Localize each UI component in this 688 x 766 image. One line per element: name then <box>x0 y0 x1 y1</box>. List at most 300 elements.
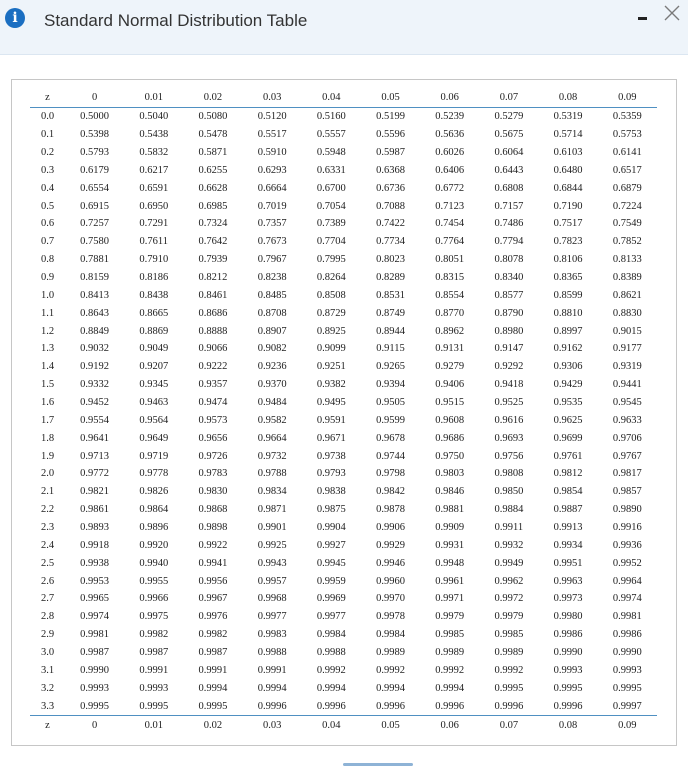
probability-cell: 0.9864 <box>139 504 169 516</box>
probability-cell: 0.9990 <box>80 664 110 676</box>
probability-cell: 0.9920 <box>139 539 169 551</box>
probability-cell: 0.9783 <box>198 468 228 480</box>
probability-cell: 0.9982 <box>139 629 169 641</box>
probability-cell: 0.5359 <box>612 111 642 123</box>
z-value-cell: 2.0 <box>40 468 55 480</box>
probability-cell: 0.9803 <box>435 468 465 480</box>
table-row <box>30 536 657 554</box>
probability-cell: 0.9222 <box>198 361 228 373</box>
probability-cell: 0.6950 <box>139 200 169 212</box>
probability-cell: 0.8708 <box>257 307 287 319</box>
probability-cell: 0.9177 <box>612 343 642 355</box>
probability-cell: 0.9995 <box>612 682 642 694</box>
column-header: 0.02 <box>183 716 242 734</box>
probability-cell: 0.6985 <box>198 200 228 212</box>
probability-cell: 0.9991 <box>198 664 228 676</box>
probability-cell: 0.9573 <box>198 414 228 426</box>
probability-cell: 0.7823 <box>553 236 583 248</box>
probability-cell: 0.9608 <box>435 414 465 426</box>
probability-cell: 0.9854 <box>553 486 583 498</box>
probability-cell: 0.8810 <box>553 307 583 319</box>
probability-cell: 0.9591 <box>316 414 346 426</box>
z-value-cell: 2.3 <box>40 522 55 534</box>
z-value-cell: 3.0 <box>40 647 55 659</box>
probability-cell: 0.9649 <box>139 432 169 444</box>
probability-cell: 0.6591 <box>139 182 169 194</box>
table-row <box>30 376 657 394</box>
probability-cell: 0.9633 <box>612 414 642 426</box>
probability-cell: 0.9719 <box>139 450 169 462</box>
probability-cell: 0.9798 <box>376 468 405 480</box>
table-row <box>30 608 657 626</box>
probability-cell: 0.7642 <box>198 236 228 248</box>
z-value-cell: 2.5 <box>40 557 55 569</box>
probability-cell: 0.9732 <box>257 450 287 462</box>
probability-cell: 0.9913 <box>553 522 583 534</box>
probability-cell: 0.9992 <box>376 664 405 676</box>
probability-cell: 0.9554 <box>80 414 110 426</box>
probability-cell: 0.9066 <box>198 343 228 355</box>
column-header: 0.03 <box>243 89 302 107</box>
probability-cell: 0.8340 <box>494 272 524 284</box>
probability-cell: 0.9968 <box>257 593 287 605</box>
probability-cell: 0.9945 <box>316 557 346 569</box>
z-table <box>30 89 657 734</box>
table-row <box>30 697 657 715</box>
probability-cell: 0.7291 <box>139 218 169 230</box>
table-row <box>30 269 657 287</box>
probability-cell: 0.9941 <box>198 557 228 569</box>
probability-cell: 0.8980 <box>494 325 524 337</box>
probability-cell: 0.7549 <box>612 218 642 230</box>
probability-cell: 0.9925 <box>257 539 287 551</box>
probability-cell: 0.9990 <box>612 647 642 659</box>
probability-cell: 0.9992 <box>494 664 524 676</box>
probability-cell: 0.9962 <box>494 575 524 587</box>
probability-cell: 0.9957 <box>257 575 287 587</box>
column-header: z <box>30 716 65 734</box>
column-header: 0.07 <box>479 89 538 107</box>
probability-cell: 0.9996 <box>376 700 405 712</box>
probability-cell: 0.9082 <box>257 343 287 355</box>
probability-cell: 0.9292 <box>494 361 524 373</box>
probability-cell: 0.6141 <box>612 147 642 158</box>
probability-cell: 0.9970 <box>376 593 405 605</box>
probability-cell: 0.8023 <box>376 254 405 266</box>
probability-cell: 0.8907 <box>257 325 287 337</box>
probability-cell: 0.9345 <box>139 379 169 391</box>
probability-cell: 0.7704 <box>316 236 346 248</box>
probability-cell: 0.5793 <box>80 147 110 158</box>
probability-cell: 0.9808 <box>494 468 524 480</box>
probability-cell: 0.9015 <box>612 325 642 337</box>
probability-cell: 0.9706 <box>612 432 642 444</box>
dialog-title: Standard Normal Distribution Table <box>44 11 308 30</box>
probability-cell: 0.6331 <box>316 164 346 176</box>
probability-cell: 0.9726 <box>198 450 228 462</box>
table-row <box>30 179 657 197</box>
probability-cell: 0.9976 <box>198 611 228 623</box>
probability-cell: 0.9997 <box>612 700 642 712</box>
probability-cell: 0.9916 <box>612 522 642 534</box>
probability-cell: 0.5398 <box>80 129 110 141</box>
probability-cell: 0.5160 <box>316 111 346 123</box>
probability-cell: 0.9985 <box>494 629 524 641</box>
column-header: 0.09 <box>598 89 657 107</box>
probability-cell: 0.9846 <box>435 486 465 498</box>
probability-cell: 0.9989 <box>494 647 524 659</box>
table-row <box>30 572 657 590</box>
probability-cell: 0.9767 <box>612 450 642 462</box>
probability-cell: 0.8531 <box>376 289 405 301</box>
probability-cell: 0.9951 <box>553 557 583 569</box>
probability-cell: 0.9901 <box>257 522 287 534</box>
probability-cell: 0.8389 <box>612 272 642 284</box>
probability-cell: 0.9927 <box>316 539 346 551</box>
probability-cell: 0.9940 <box>139 557 169 569</box>
probability-cell: 0.9162 <box>553 343 583 355</box>
probability-cell: 0.8508 <box>316 289 346 301</box>
z-value-cell: 0.3 <box>40 164 55 176</box>
probability-cell: 0.9983 <box>257 629 287 641</box>
probability-cell: 0.9875 <box>316 504 346 516</box>
probability-cell: 0.9236 <box>257 361 287 373</box>
z-value-cell: 2.7 <box>40 593 55 605</box>
column-header: 0.09 <box>598 716 657 734</box>
probability-cell: 0.9484 <box>257 397 287 409</box>
probability-cell: 0.9893 <box>80 522 110 534</box>
probability-cell: 0.6480 <box>553 164 583 176</box>
probability-cell: 0.9909 <box>435 522 465 534</box>
probability-cell: 0.9955 <box>139 575 169 587</box>
probability-cell: 0.9896 <box>139 522 169 534</box>
probability-cell: 0.9357 <box>198 379 228 391</box>
probability-cell: 0.9911 <box>494 522 524 534</box>
probability-cell: 0.7580 <box>80 236 110 248</box>
z-value-cell: 2.1 <box>40 486 55 498</box>
probability-cell: 0.9929 <box>376 539 405 551</box>
probability-cell: 0.7422 <box>376 218 405 230</box>
probability-cell: 0.9995 <box>198 700 228 712</box>
probability-cell: 0.9812 <box>553 468 583 480</box>
column-header: 0.06 <box>420 716 479 734</box>
probability-cell: 0.9906 <box>376 522 405 534</box>
column-header: 0.05 <box>361 716 420 734</box>
probability-cell: 0.9995 <box>553 682 583 694</box>
probability-cell: 0.9616 <box>494 414 524 426</box>
probability-cell: 0.8106 <box>553 254 583 266</box>
probability-cell: 0.9838 <box>316 486 346 498</box>
probability-cell: 0.9987 <box>80 647 110 659</box>
probability-cell: 0.9918 <box>80 539 110 551</box>
z-value-cell: 1.2 <box>40 325 55 337</box>
probability-cell: 0.9993 <box>80 682 110 694</box>
probability-cell: 0.5199 <box>376 111 405 123</box>
probability-cell: 0.8315 <box>435 272 465 284</box>
probability-cell: 0.9964 <box>612 575 642 587</box>
probability-cell: 0.5832 <box>139 147 169 158</box>
probability-cell: 0.9985 <box>435 629 465 641</box>
probability-cell: 0.8554 <box>435 289 465 301</box>
probability-cell: 0.9147 <box>494 343 524 355</box>
probability-cell: 0.5080 <box>198 111 228 123</box>
probability-cell: 0.9265 <box>376 361 405 373</box>
probability-cell: 0.9992 <box>435 664 465 676</box>
probability-cell: 0.9664 <box>257 432 287 444</box>
probability-cell: 0.9986 <box>612 629 642 641</box>
probability-cell: 0.9850 <box>494 486 524 498</box>
table-row <box>30 679 657 697</box>
probability-cell: 0.9871 <box>257 504 287 516</box>
probability-cell: 0.7852 <box>612 236 642 248</box>
table-row <box>30 519 657 537</box>
probability-cell: 0.9049 <box>139 343 169 355</box>
z-value-cell: 0.1 <box>40 129 55 141</box>
probability-cell: 0.5438 <box>139 129 169 141</box>
probability-cell: 0.8749 <box>376 307 405 319</box>
table-row <box>30 197 657 215</box>
probability-cell: 0.8830 <box>612 307 642 319</box>
probability-cell: 0.8365 <box>553 272 583 284</box>
probability-cell: 0.9474 <box>198 397 228 409</box>
z-value-cell: 0.0 <box>40 111 55 123</box>
probability-cell: 0.9515 <box>435 397 465 409</box>
column-header: 0.07 <box>479 716 538 734</box>
probability-cell: 0.9713 <box>80 450 110 462</box>
probability-cell: 0.9990 <box>553 647 583 659</box>
z-value-cell: 1.6 <box>40 397 55 409</box>
probability-cell: 0.9992 <box>316 664 346 676</box>
probability-cell: 0.8159 <box>80 272 110 284</box>
probability-cell: 0.6443 <box>494 164 524 176</box>
probability-cell: 0.9936 <box>612 539 642 551</box>
table-header-row <box>30 89 657 107</box>
z-value-cell: 0.6 <box>40 218 55 230</box>
probability-cell: 0.9887 <box>553 504 583 516</box>
probability-cell: 0.9821 <box>80 486 110 498</box>
probability-cell: 0.5636 <box>435 129 465 141</box>
table-row <box>30 233 657 251</box>
probability-cell: 0.5478 <box>198 129 228 141</box>
probability-cell: 0.9878 <box>376 504 405 516</box>
probability-cell: 0.9207 <box>139 361 169 373</box>
table-row <box>30 501 657 519</box>
probability-cell: 0.9656 <box>198 432 228 444</box>
probability-cell: 0.9898 <box>198 522 228 534</box>
probability-cell: 0.9881 <box>435 504 465 516</box>
probability-cell: 0.9946 <box>376 557 405 569</box>
probability-cell: 0.8888 <box>198 325 228 337</box>
z-value-cell: 2.8 <box>40 611 55 623</box>
probability-cell: 0.6915 <box>80 200 110 212</box>
column-header: 0 <box>65 716 124 734</box>
table-row <box>30 590 657 608</box>
table-row <box>30 251 657 269</box>
probability-cell: 0.9817 <box>612 468 642 480</box>
probability-cell: 0.8438 <box>139 289 169 301</box>
column-header: 0.05 <box>361 89 420 107</box>
table-row <box>30 126 657 144</box>
probability-cell: 0.6700 <box>316 182 346 194</box>
table-row <box>30 447 657 465</box>
table-row <box>30 394 657 412</box>
probability-cell: 0.7257 <box>80 218 110 230</box>
probability-cell: 0.8599 <box>553 289 583 301</box>
probability-cell: 0.7939 <box>198 254 228 266</box>
probability-cell: 0.9931 <box>435 539 465 551</box>
probability-cell: 0.8413 <box>80 289 110 301</box>
probability-cell: 0.8577 <box>494 289 524 301</box>
table-row <box>30 465 657 483</box>
probability-cell: 0.9418 <box>494 379 524 391</box>
column-header: 0.08 <box>539 716 598 734</box>
probability-cell: 0.9979 <box>435 611 465 623</box>
probability-cell: 0.9961 <box>435 575 465 587</box>
probability-cell: 0.6217 <box>139 164 169 176</box>
probability-cell: 0.9279 <box>435 361 465 373</box>
probability-cell: 0.9332 <box>80 379 110 391</box>
table-row <box>30 107 657 125</box>
probability-cell: 0.7019 <box>257 200 287 212</box>
probability-cell: 0.9861 <box>80 504 110 516</box>
table-row <box>30 286 657 304</box>
probability-cell: 0.9904 <box>316 522 346 534</box>
column-header: 0 <box>65 89 124 107</box>
probability-cell: 0.9545 <box>612 397 642 409</box>
probability-cell: 0.9979 <box>494 611 524 623</box>
probability-cell: 0.7995 <box>316 254 346 266</box>
probability-cell: 0.8643 <box>80 307 110 319</box>
probability-cell: 0.6064 <box>494 147 524 158</box>
probability-cell: 0.9986 <box>553 629 583 641</box>
probability-cell: 0.9967 <box>198 593 228 605</box>
probability-cell: 0.6879 <box>612 182 642 194</box>
probability-cell: 0.9995 <box>494 682 524 694</box>
probability-cell: 0.7454 <box>435 218 465 230</box>
z-value-cell: 3.1 <box>40 664 55 676</box>
probability-cell: 0.6628 <box>198 182 228 194</box>
z-value-cell: 1.3 <box>40 343 55 355</box>
table-row <box>30 644 657 662</box>
probability-cell: 0.8289 <box>376 272 405 284</box>
probability-cell: 0.7517 <box>553 218 583 230</box>
probability-cell: 0.9370 <box>257 379 287 391</box>
probability-cell: 0.9750 <box>435 450 465 462</box>
probability-cell: 0.9830 <box>198 486 228 498</box>
z-value-cell: 0.8 <box>40 254 55 266</box>
probability-cell: 0.9756 <box>494 450 524 462</box>
probability-cell: 0.5675 <box>494 129 524 141</box>
probability-cell: 0.8729 <box>316 307 346 319</box>
probability-cell: 0.5517 <box>257 129 287 141</box>
probability-cell: 0.5000 <box>80 111 110 123</box>
probability-cell: 0.8665 <box>139 307 169 319</box>
probability-cell: 0.9973 <box>553 593 583 605</box>
z-value-cell: 2.6 <box>40 575 55 587</box>
probability-cell: 0.9115 <box>376 343 405 355</box>
probability-cell: 0.9441 <box>612 379 642 391</box>
probability-cell: 0.9535 <box>553 397 583 409</box>
probability-cell: 0.9099 <box>316 343 346 355</box>
probability-cell: 0.9959 <box>316 575 346 587</box>
probability-cell: 0.9834 <box>257 486 287 498</box>
probability-cell: 0.8264 <box>316 272 346 284</box>
probability-cell: 0.9678 <box>376 432 405 444</box>
probability-cell: 0.9987 <box>139 647 169 659</box>
probability-cell: 0.9778 <box>139 468 169 480</box>
probability-cell: 0.9582 <box>257 414 287 426</box>
probability-cell: 0.9995 <box>139 700 169 712</box>
probability-cell: 0.9994 <box>257 682 287 694</box>
probability-cell: 0.9963 <box>553 575 583 587</box>
z-value-cell: 1.1 <box>40 307 55 319</box>
probability-cell: 0.9934 <box>553 539 583 551</box>
z-value-cell: 1.7 <box>40 414 55 426</box>
probability-cell: 0.5910 <box>257 147 287 158</box>
z-value-cell: 2.4 <box>40 539 55 551</box>
table-row <box>30 161 657 179</box>
probability-cell: 0.9996 <box>316 700 346 712</box>
probability-cell: 0.9641 <box>80 432 110 444</box>
probability-cell: 0.5239 <box>435 111 465 123</box>
close-icon[interactable] <box>662 3 682 23</box>
dialog-header <box>0 0 688 55</box>
table-row <box>30 626 657 644</box>
probability-cell: 0.9406 <box>435 379 465 391</box>
probability-cell: 0.6368 <box>376 164 405 176</box>
probability-cell: 0.9842 <box>376 486 405 498</box>
probability-cell: 0.9980 <box>553 611 583 623</box>
probability-cell: 0.9965 <box>80 593 110 605</box>
z-value-cell: 0.9 <box>40 272 55 284</box>
probability-cell: 0.9452 <box>80 397 110 409</box>
probability-cell: 0.9890 <box>612 504 642 516</box>
probability-cell: 0.9984 <box>316 629 346 641</box>
probability-cell: 0.9625 <box>553 414 583 426</box>
probability-cell: 0.7673 <box>257 236 287 248</box>
table-row <box>30 662 657 680</box>
probability-cell: 0.9991 <box>139 664 169 676</box>
probability-cell: 0.9993 <box>139 682 169 694</box>
probability-cell: 0.9949 <box>494 557 524 569</box>
probability-cell: 0.8051 <box>435 254 465 266</box>
table-row <box>30 215 657 233</box>
probability-cell: 0.6103 <box>553 147 583 158</box>
probability-cell: 0.9974 <box>80 611 110 623</box>
minimize-icon[interactable] <box>636 7 652 23</box>
table-row <box>30 554 657 572</box>
probability-cell: 0.8133 <box>612 254 642 266</box>
probability-cell: 0.8944 <box>376 325 405 337</box>
z-value-cell: 1.0 <box>40 289 55 301</box>
probability-cell: 0.9995 <box>80 700 110 712</box>
probability-cell: 0.6772 <box>435 182 465 194</box>
column-header: 0.04 <box>302 89 361 107</box>
probability-cell: 0.9192 <box>80 361 110 373</box>
probability-cell: 0.9956 <box>198 575 228 587</box>
probability-cell: 0.9974 <box>612 593 642 605</box>
probability-cell: 0.9972 <box>494 593 524 605</box>
probability-cell: 0.8461 <box>198 289 228 301</box>
probability-cell: 0.6026 <box>435 147 465 158</box>
probability-cell: 0.7794 <box>494 236 524 248</box>
table-footer-row <box>30 716 657 734</box>
probability-cell: 0.8686 <box>198 307 228 319</box>
table-row <box>30 144 657 162</box>
table-row <box>30 340 657 358</box>
probability-cell: 0.9884 <box>494 504 524 516</box>
z-value-cell: 0.7 <box>40 236 55 248</box>
